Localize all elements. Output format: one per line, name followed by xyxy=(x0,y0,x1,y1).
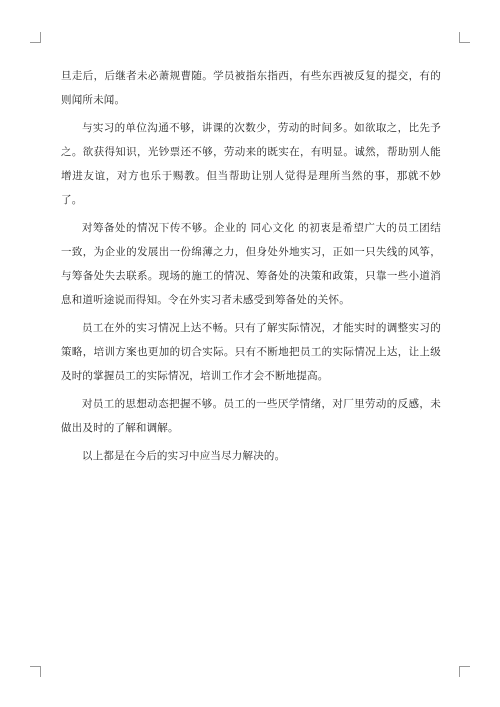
paragraph-4: 员工在外的实习情况上达不畅。只有了解实际情况，才能实时的调整实习的策略，培训方案也更加的切合实际。只有不断地把员工的实际情况上达，让上级及时的掌握员工的实际情况，培训工作才会不断地提高。 xyxy=(61,322,441,382)
paragraph-1: 旦走后，后继者未必萧规曹随。学员被指东指西，有些东西被反复的提交，有的则闻所未闻。 xyxy=(61,70,441,106)
paragraph-5: 对员工的思想动态把握不够。员工的一些厌学情绪，对厂里劳动的反感，未做出及时的了解和调解。 xyxy=(61,398,441,434)
crop-mark-top-left xyxy=(30,32,41,43)
paragraph-3: 对筹备处的情况下传不够。企业的 同心文化 的初衷是希望广大的员工团结一致，为企业的发展出一份绵薄之力，但身处外地实习，正如一只失线的风筝，与筹备处失去联系。现场的施工的情况、筹备处的决策和政策，只靠一些小道消息和道听途说而得知。令在外实习者未感受到筹备处的关怀。 xyxy=(61,222,441,306)
crop-mark-top-right xyxy=(459,32,470,43)
paragraph-6: 以上都是在今后的实习中应当尽力解决的。 xyxy=(82,450,286,462)
crop-mark-bottom-right xyxy=(459,666,470,677)
crop-mark-bottom-left xyxy=(30,666,41,677)
paragraph-2: 与实习的单位沟通不够，讲课的次数少，劳动的时间多。如欲取之，比先予之。欲获得知识，光钞票还不够，劳动来的既实在，有明显。诚然，帮助别人能增进友谊，对方也乐于赐教。但当帮助让别人觉得是理所当然的事，那就不妙了。 xyxy=(61,122,441,206)
document-body xyxy=(61,64,441,472)
